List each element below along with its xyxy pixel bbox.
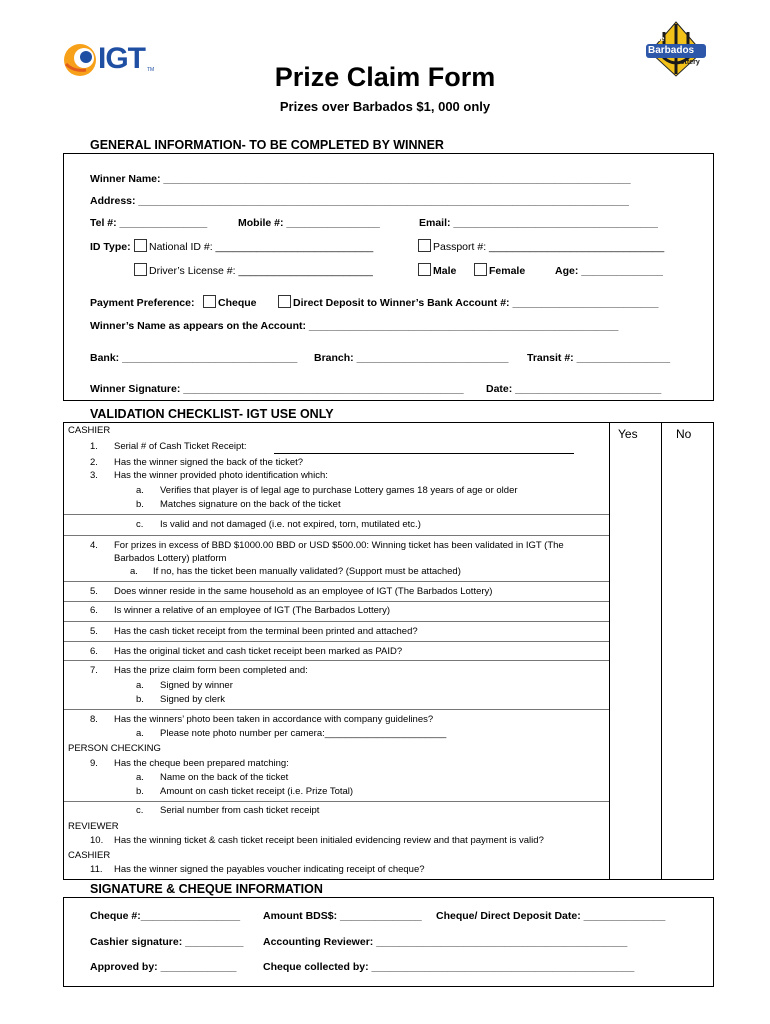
item-text: Matches signature on the back of the ticket <box>160 499 341 510</box>
item-number: 6. <box>90 605 98 616</box>
accounting-reviewer-field[interactable]: Accounting Reviewer: ___________________________________________ <box>263 936 628 948</box>
row-divider <box>64 535 609 536</box>
item-text: Has the prize claim form been completed and: <box>114 665 308 676</box>
direct-deposit-checkbox[interactable] <box>278 295 291 308</box>
item-number: b. <box>136 499 144 510</box>
item-number: 6. <box>90 646 98 657</box>
item-number: 8. <box>90 714 98 725</box>
list-item <box>90 457 304 468</box>
id-type-label: ID Type: <box>90 241 131 253</box>
general-info-heading: GENERAL INFORMATION- TO BE COMPLETED BY WINNER <box>90 138 444 152</box>
item-text: Has the winner provided photo identification which: <box>114 470 328 481</box>
cheque-number-field[interactable]: Cheque #:_________________ <box>90 910 241 922</box>
account-name-field[interactable]: Winner’s Name as appears on the Account: _____________________________________________________ <box>90 320 619 332</box>
row-divider <box>64 621 609 622</box>
payment-preference-label: Payment Preference: <box>90 297 195 309</box>
lottery-logo-mid: Barbados <box>648 45 695 56</box>
page-subtitle: Prizes over Barbados $1, 000 only <box>279 99 491 114</box>
cashier-section-label: CASHIER <box>68 425 111 436</box>
item-text: Signed by clerk <box>160 694 225 705</box>
list-item <box>90 441 247 452</box>
item-text: For prizes in excess of BBD $1000.00 BBD or USD $500.00: Winning ticket has been validated in IGT (The <box>114 540 564 551</box>
national-id-option[interactable] <box>134 239 373 253</box>
yes-column-divider <box>609 422 610 879</box>
list-item <box>90 835 544 846</box>
item-text: Is valid and not damaged (i.e. not expired, torn, mutilated etc.) <box>160 519 421 530</box>
male-label: Male <box>433 265 457 277</box>
row-divider <box>64 641 609 642</box>
no-column-header: No <box>676 427 692 441</box>
female-checkbox[interactable] <box>474 263 487 276</box>
list-item <box>90 470 328 481</box>
item-text: Has the cheque been prepared matching: <box>114 758 289 769</box>
item-text: Serial # of Cash Ticket Receipt: <box>114 441 247 452</box>
item-number: 5. <box>90 626 98 637</box>
item-number: 1. <box>90 441 98 452</box>
item-number: c. <box>136 519 144 530</box>
list-item <box>90 626 418 637</box>
email-field[interactable]: Email: ___________________________________ <box>419 217 658 229</box>
approved-by-field[interactable]: Approved by: _____________ <box>90 961 237 973</box>
validation-heading: VALIDATION CHECKLIST- IGT USE ONLY <box>90 407 334 421</box>
list-item <box>136 485 518 496</box>
male-checkbox[interactable] <box>418 263 431 276</box>
lottery-logo-bot: Lottery <box>676 59 700 66</box>
item-text: Amount on cash ticket receipt (i.e. Prize Total) <box>160 786 354 797</box>
person-checking-section-label: PERSON CHECKING <box>68 743 161 754</box>
item-number: 2. <box>90 457 98 468</box>
row-divider <box>64 581 609 582</box>
direct-deposit-label: Direct Deposit to Winner’s Bank Account #: _________________________ <box>293 297 659 309</box>
item-number: a. <box>136 680 144 691</box>
cashier-final-section-label: CASHIER <box>68 850 111 861</box>
cheque-option[interactable] <box>203 295 257 309</box>
item-number: 9. <box>90 758 98 769</box>
item-number: c. <box>136 805 144 816</box>
list-item <box>90 758 289 769</box>
deposit-date-field[interactable]: Cheque/ Direct Deposit Date: ______________ <box>436 910 666 922</box>
item-text: Does winner reside in the same household as an employee of IGT (The Barbados Lottery) <box>114 586 493 597</box>
list-item <box>136 786 354 797</box>
item-text: Has the winner signed the payables voucher indicating receipt of cheque? <box>114 864 425 875</box>
national-id-label: National ID #: ___________________________ <box>149 241 374 253</box>
female-label: Female <box>489 265 526 277</box>
transit-field[interactable]: Transit #: ________________ <box>527 352 671 364</box>
lottery-logo-top: The <box>652 36 665 43</box>
item-number: 4. <box>90 540 98 551</box>
yes-column-header: Yes <box>618 427 638 441</box>
list-item <box>90 605 390 616</box>
mobile-field[interactable]: Mobile #: ________________ <box>238 217 380 229</box>
list-item <box>90 540 564 551</box>
item-text: Has the cash ticket receipt from the terminal been printed and attached? <box>114 626 418 637</box>
item-number: b. <box>136 786 144 797</box>
igt-logo-text: IGT <box>98 42 145 75</box>
list-item <box>136 805 320 816</box>
row-divider <box>64 709 609 710</box>
amount-field[interactable]: Amount BDS$: ______________ <box>263 910 422 922</box>
list-item <box>136 499 341 510</box>
row-divider <box>64 514 609 515</box>
item-number: 7. <box>90 665 98 676</box>
item-number: 10. <box>90 835 104 846</box>
passport-option[interactable] <box>418 239 664 253</box>
list-item <box>136 772 289 783</box>
branch-field[interactable]: Branch: __________________________ <box>314 352 509 364</box>
no-column-divider <box>661 422 662 879</box>
age-field[interactable]: Age: ______________ <box>555 265 664 277</box>
drivers-license-label: Driver’s License #: _______________________ <box>149 265 373 277</box>
item-number: a. <box>136 772 144 783</box>
list-item <box>90 714 434 725</box>
passport-checkbox[interactable] <box>418 239 431 252</box>
signature-heading: SIGNATURE & CHEQUE INFORMATION <box>90 882 323 896</box>
item-text: Please note photo number per camera:_______________________ <box>160 728 447 739</box>
list-item <box>136 680 233 691</box>
item-number: 5. <box>90 586 98 597</box>
item-text: If no, has the ticket been manually validated? (Support must be attached) <box>153 566 461 577</box>
row-divider <box>64 601 609 602</box>
item-text: Serial number from cash ticket receipt <box>160 805 320 816</box>
list-item <box>136 728 447 739</box>
item-number: 3. <box>90 470 98 481</box>
row-divider <box>64 801 609 802</box>
row-divider <box>64 660 609 661</box>
national-id-checkbox[interactable] <box>134 239 147 252</box>
passport-label: Passport #: ______________________________ <box>433 241 665 253</box>
serial-input-line[interactable] <box>274 453 574 454</box>
list-item <box>90 586 493 597</box>
list-item <box>90 646 403 657</box>
page-title: Prize Claim Form <box>274 62 496 92</box>
list-item <box>136 694 225 705</box>
item-text: Has the winner signed the back of the ticket? <box>114 457 304 468</box>
list-item <box>90 864 425 875</box>
item-text: Has the winners’ photo been taken in accordance with company guidelines? <box>114 714 434 725</box>
drivers-license-option[interactable] <box>134 263 373 277</box>
address-field[interactable]: Address: ____________________________________________________________________________________ <box>90 195 629 207</box>
list-item <box>90 665 308 676</box>
cheque-collected-field[interactable]: Cheque collected by: _____________________________________________ <box>263 961 635 973</box>
item-text: Name on the back of the ticket <box>160 772 289 783</box>
direct-deposit-option[interactable] <box>278 295 658 309</box>
winner-signature-field[interactable]: Winner Signature: ________________________________________________ <box>90 383 464 395</box>
cashier-signature-field[interactable]: Cashier signature: __________ <box>90 936 244 948</box>
item-text: Is winner a relative of an employee of IGT (The Barbados Lottery) <box>114 605 390 616</box>
cheque-checkbox[interactable] <box>203 295 216 308</box>
item-number: a. <box>136 728 144 739</box>
tel-field[interactable]: Tel #: _______________ <box>90 217 208 229</box>
item-text: Signed by winner <box>160 680 233 691</box>
cheque-label: Cheque <box>218 297 257 309</box>
female-option[interactable] <box>474 263 525 277</box>
item-text: Has the original ticket and cash ticket receipt been marked as PAID? <box>114 646 403 657</box>
date-field[interactable]: Date: _________________________ <box>486 383 662 395</box>
bank-field[interactable]: Bank: ______________________________ <box>90 352 298 364</box>
male-option[interactable] <box>418 263 456 277</box>
item-number: a. <box>136 485 144 496</box>
winner-name-field[interactable]: Winner Name: ________________________________________________________________________________ <box>90 173 631 185</box>
item-number: 11. <box>90 864 103 875</box>
item-number: a. <box>130 566 138 577</box>
list-item <box>130 566 461 577</box>
item-text: Has the winning ticket & cash ticket receipt been initialed evidencing review and that payment is valid? <box>114 835 544 846</box>
item-text: Barbados Lottery) platform <box>114 553 227 564</box>
reviewer-section-label: REVIEWER <box>68 821 119 832</box>
list-item <box>136 519 421 530</box>
item-text: Verifies that player is of legal age to purchase Lottery games 18 years of age or older <box>160 485 518 496</box>
igt-tm: TM <box>147 67 155 73</box>
drivers-license-checkbox[interactable] <box>134 263 147 276</box>
item-number: b. <box>136 694 144 705</box>
